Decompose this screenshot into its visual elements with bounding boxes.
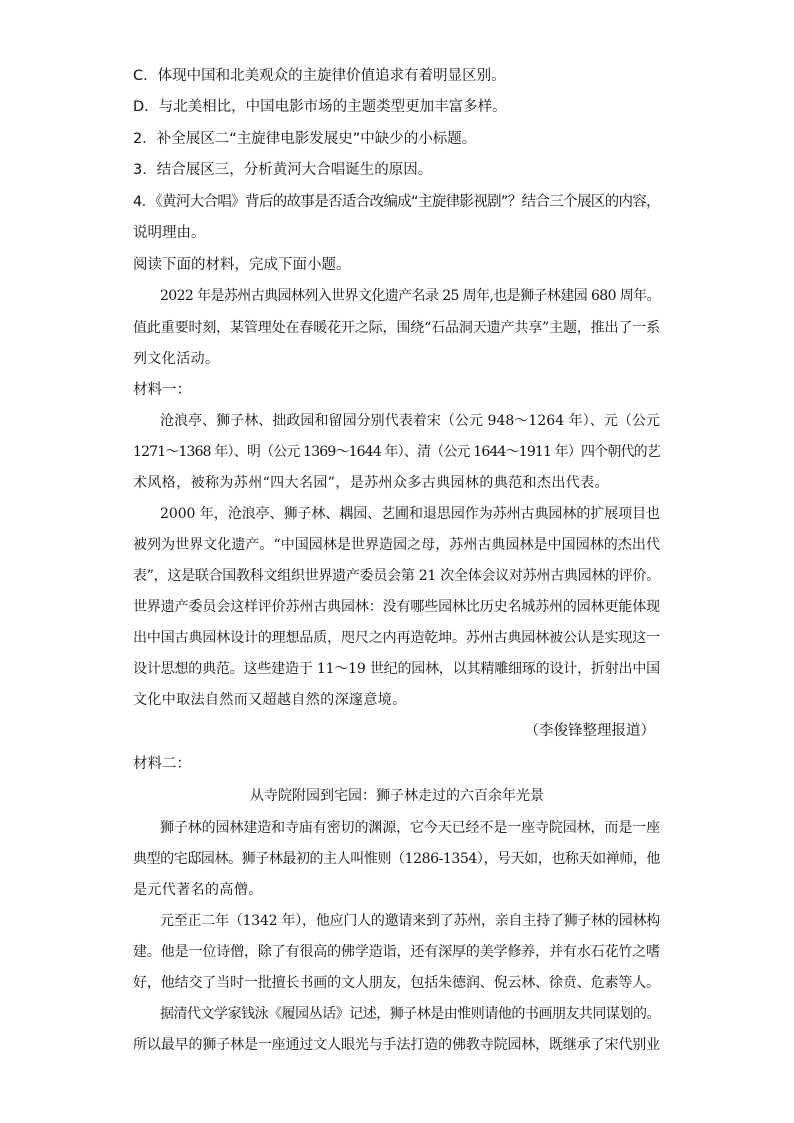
- material-1-paragraph-line: 沧浪亭、狮子林、拙政园和留园分别代表着宋（公元 948～1264 年）、元（公元: [160, 413, 660, 429]
- question-4-line-2: 说明理由。: [133, 225, 206, 241]
- material-2-paragraph-line: 典型的宅邸园林。狮子林最初的主人叫惟则（1286-1354），号天如，也称天如禅师，他: [133, 851, 660, 867]
- intro-line: 值此重要时刻，某管理处在春暖花开之际，围绕“石品洞天遗产共享”主题，推出了一系: [133, 320, 660, 336]
- material-2-paragraph-line: 狮子林的园林建造和寺庙有密切的渊源，它今天已经不是一座寺院园林，而是一座: [160, 820, 660, 836]
- material-2-paragraph-line: 据清代文学家钱泳《履园丛话》记述，狮子林是由惟则请他的书画朋友共同谋划的。: [160, 1006, 660, 1022]
- material-1-paragraph-line: 世界遗产委员会这样评价苏州古典园林：没有哪些园林比历史名城苏州的园林更能体现: [133, 599, 660, 615]
- material-2-paragraph-line: 建。他是一位诗僧，除了有很高的佛学造诣，还有深厚的美学修养，并有水石花竹之嗜: [133, 944, 660, 960]
- intro-line: 列文化活动。: [133, 351, 220, 367]
- material-2-paragraph-line: 好，他结交了当时一批擅长书画的文人朋友，包括朱德润、倪云林、徐贲、危素等人。: [133, 975, 660, 991]
- option-c: C．体现中国和北美观众的主旋律价值追求有着明显区别。: [133, 68, 506, 84]
- material-1-paragraph-line: 设计思想的典范。这些建造于 11～19 世纪的园林，以其精雕细琢的设计，折射出中国: [133, 661, 660, 677]
- material-2-paragraph-line: 元至正二年（1342 年），他应门人的邀请来到了苏州，亲自主持了狮子林的园林构: [160, 913, 660, 929]
- material-1-paragraph-line: 文化中取法自然而又超越自然的深邃意境。: [133, 692, 407, 708]
- material-2-title: 从寺院附园到宅园：狮子林走过的六百余年光景: [250, 788, 544, 804]
- question-4-line-1: 4．《黄河大合唱》背后的故事是否适合改编成“主旋律影视剧”？结合三个展区的内容，: [133, 194, 660, 210]
- material-1-heading: 材料一：: [133, 382, 191, 398]
- question-2: 2．补全展区二“主旋律电影发展史”中缺少的小标题。: [133, 131, 477, 147]
- material-1-paragraph-line: 术风格，被称为苏州“四大名园”，是苏州众多古典园林的典范和杰出代表。: [133, 475, 609, 491]
- intro-line: 2022 年是苏州古典园林列入世界文化遗产名录 25 周年,也是狮子林建园 680 周年。: [160, 288, 660, 304]
- reading-instruction: 阅读下面的材料，完成下面小题。: [133, 257, 351, 273]
- material-1-source: （李俊锋整理报道）: [524, 723, 655, 739]
- material-2-heading: 材料二：: [133, 756, 191, 772]
- option-d: D．与北美相比，中国电影市场的主题类型更加丰富多样。: [133, 99, 507, 115]
- material-2-paragraph-line: 是元代著名的高僧。: [133, 882, 263, 898]
- material-1-paragraph-line: 1271～1368 年）、明（公元 1369～1644 年）、清（公元 1644～1911 年）四个朝代的艺: [133, 444, 660, 460]
- material-1-paragraph-line: 2000 年，沧浪亭、狮子林、耦园、艺圃和退思园作为苏州古典园林的扩展项目也: [160, 506, 660, 522]
- question-3: 3．结合展区三，分析黄河大合唱诞生的原因。: [133, 162, 433, 178]
- material-2-paragraph-line: 所以最早的狮子林是一座通过文人眼光与手法打造的佛教寺院园林，既继承了宋代别业: [133, 1037, 660, 1053]
- material-1-paragraph-line: 表”，这是联合国教科文组织世界遗产委员会第 21 次全体会议对苏州古典园林的评价。: [133, 568, 660, 584]
- material-1-paragraph-line: 被列为世界文化遗产。“中国园林是世界造园之母，苏州古典园林是中国园林的杰出代: [133, 537, 660, 553]
- material-1-paragraph-line: 出中国古典园林设计的理想品质，咫尺之内再造乾坤。苏州古典园林被公认是实现这一: [133, 630, 660, 646]
